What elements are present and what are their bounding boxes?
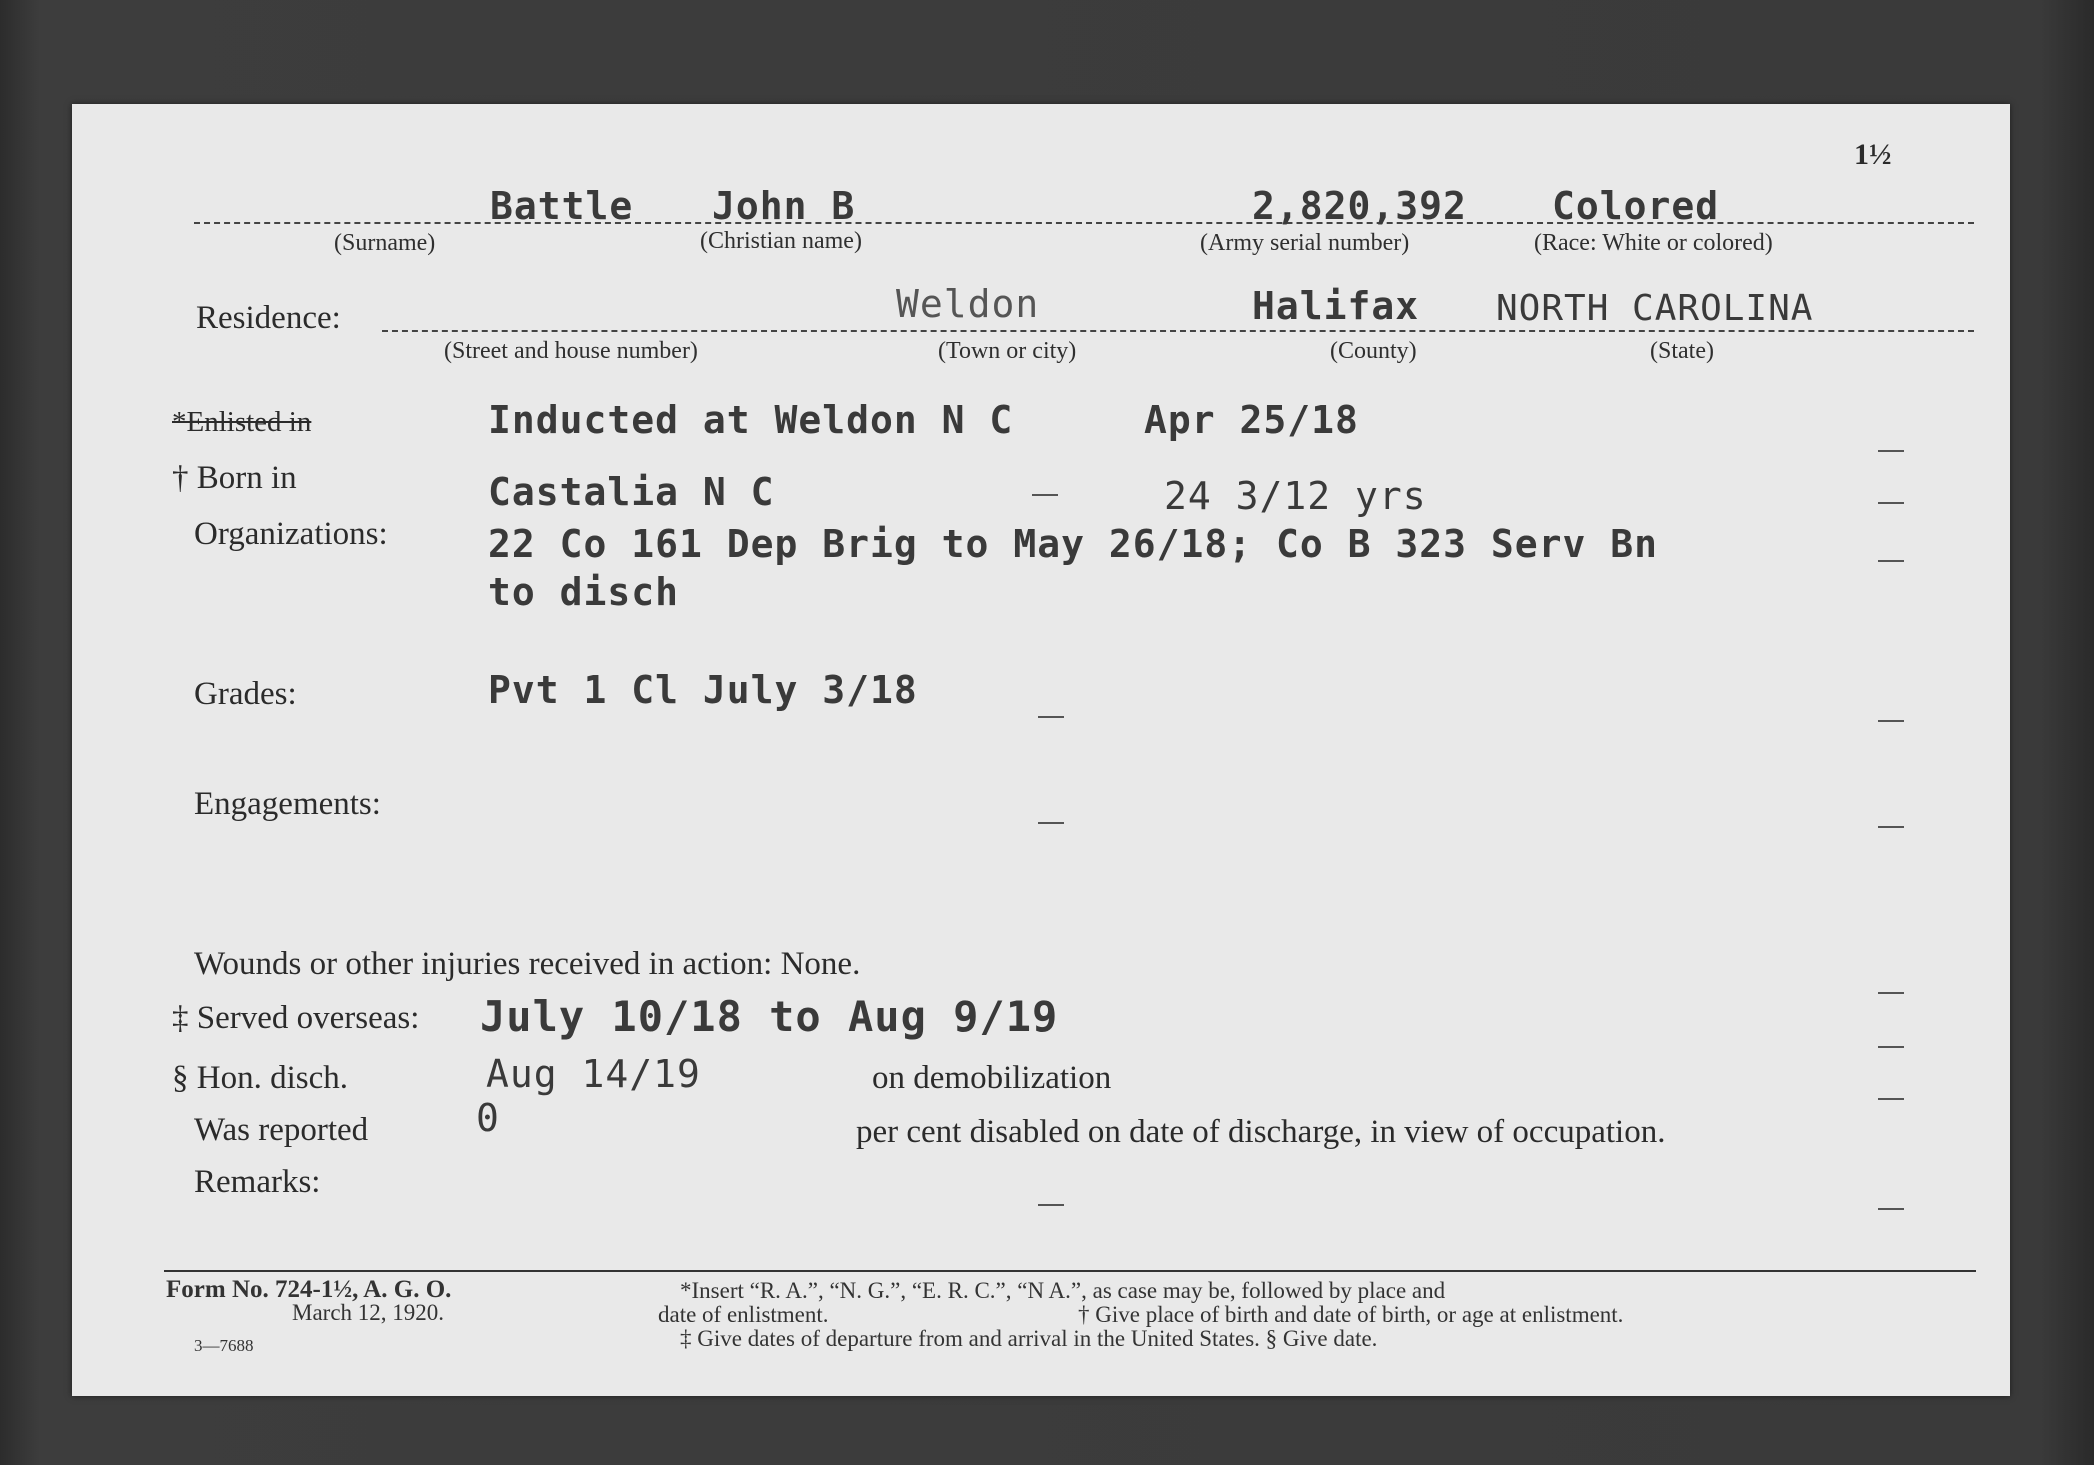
service-record-card: [72, 104, 2010, 1396]
form-number: Form No. 724-1½, A. G. O.: [166, 1276, 452, 1303]
overseas-value: July 10/18 to Aug 9/19: [480, 992, 1059, 1041]
enlisted-place-value: Inducted at Weldon N C: [488, 398, 1014, 442]
discharge-note: on demobilization: [872, 1060, 1112, 1096]
born-mid-tick: [1032, 494, 1058, 496]
born-place-value: Castalia N C: [488, 470, 775, 514]
serial-number-value: 2,820,392: [1252, 184, 1467, 228]
footer-note-2b: † Give place of birth and date of birth, or age at enlistment.: [1078, 1302, 1624, 1327]
reported-value: 0: [476, 1096, 500, 1140]
form-date: March 12, 1920.: [292, 1300, 445, 1325]
discharge-date-value: Aug 14/19: [486, 1052, 701, 1096]
race-label: (Race: White or colored): [1534, 230, 1773, 256]
residence-state-value: NORTH CAROLINA: [1496, 288, 1814, 329]
remarks-label: Remarks:: [194, 1164, 321, 1200]
wounds-end-tick: [1878, 992, 1904, 994]
remarks-end-tick: [1878, 1208, 1904, 1210]
discharge-label: § Hon. disch.: [172, 1060, 348, 1096]
christian-name-value: John B: [712, 184, 856, 228]
reported-label: Was reported: [194, 1112, 369, 1148]
county-label: (County): [1330, 338, 1417, 364]
footer-rule: [164, 1270, 1976, 1272]
grades-end-tick: [1878, 720, 1904, 722]
street-label: (Street and house number): [444, 338, 698, 364]
organizations-line-1: 22 Co 161 Dep Brig to May 26/18; Co B 323 Serv Bn: [488, 522, 1659, 566]
footer-note-1: *Insert “R. A.”, “N. G.”, “E. R. C.”, “N A.”, as case may be, followed by place and: [680, 1278, 1446, 1303]
overseas-label: ‡ Served overseas:: [172, 1000, 420, 1036]
enlisted-date-value: Apr 25/18: [1144, 398, 1359, 442]
footer-note-3: ‡ Give dates of departure from and arrival in the United States. § Give date.: [680, 1326, 1378, 1351]
born-end-tick: [1878, 502, 1904, 504]
christian-name-label: (Christian name): [700, 228, 862, 254]
enlisted-end-tick: [1878, 450, 1904, 452]
residence-dotted-line: [382, 330, 1974, 332]
surname-label: (Surname): [334, 230, 436, 256]
surname-value: Battle: [490, 184, 634, 228]
organizations-end-tick: [1878, 560, 1904, 562]
organizations-line-2: to disch: [488, 570, 680, 614]
residence-county-value: Halifax: [1252, 284, 1420, 328]
card-number: 1½: [1854, 138, 1892, 171]
residence-label: Residence:: [196, 300, 341, 336]
organizations-label: Organizations:: [194, 516, 388, 552]
wounds-text: Wounds or other injuries received in action: None.: [194, 946, 861, 982]
footer-note-2a: date of enlistment.: [658, 1302, 829, 1327]
engagements-label: Engagements:: [194, 786, 381, 822]
town-label: (Town or city): [938, 338, 1077, 364]
grades-mid-tick: [1038, 716, 1064, 718]
residence-town-value: Weldon: [896, 282, 1040, 326]
race-value: Colored: [1552, 184, 1720, 228]
overseas-end-tick: [1878, 1046, 1904, 1048]
state-label: (State): [1650, 338, 1714, 364]
serial-number-label: (Army serial number): [1200, 230, 1410, 256]
born-label: † Born in: [172, 460, 297, 496]
grades-label: Grades:: [194, 676, 297, 712]
engagements-mid-tick: [1038, 822, 1064, 824]
engagements-end-tick: [1878, 826, 1904, 828]
enlisted-label: *Enlisted in: [172, 406, 312, 438]
reported-text: per cent disabled on date of discharge, in view of occupation.: [856, 1114, 1666, 1150]
print-code: 3—7688: [194, 1336, 254, 1355]
grades-value: Pvt 1 Cl July 3/18: [488, 668, 918, 712]
born-age-value: 24 3/12 yrs: [1164, 474, 1427, 518]
remarks-mid-tick: [1038, 1204, 1064, 1206]
discharge-end-tick: [1878, 1098, 1904, 1100]
